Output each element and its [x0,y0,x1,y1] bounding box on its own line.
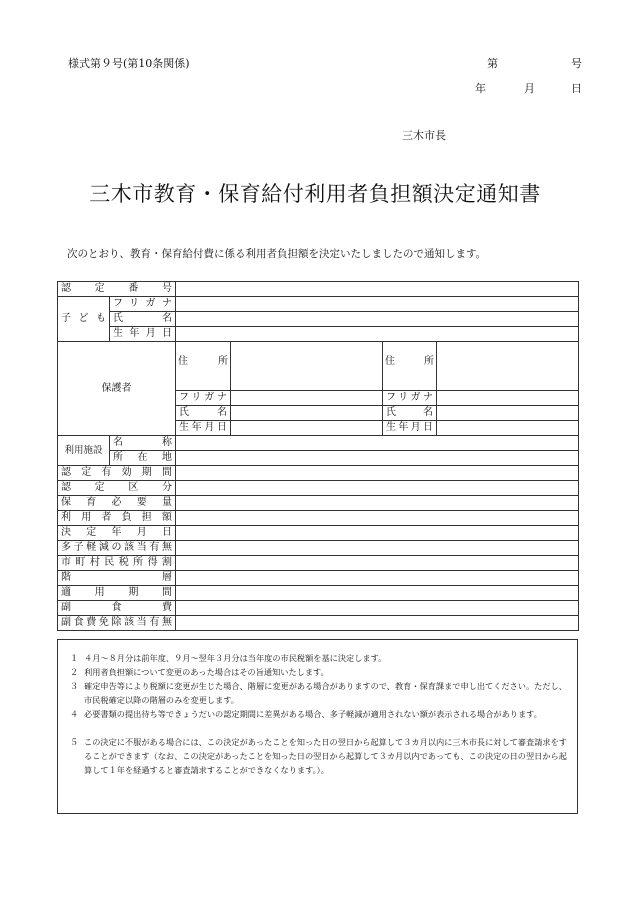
number-label-dai: 第 [487,57,498,70]
value-guardian1-address[interactable] [231,342,383,391]
label-guardian2-name: 氏名 [383,406,437,421]
value-hoiku-hitsuyouryou[interactable] [176,496,579,511]
value-nintei-bangou[interactable] [176,282,579,297]
value-shichouson-minzei[interactable] [176,556,579,571]
value-nintei-kubun[interactable] [176,481,579,496]
label-child-birthdate: 生年月日 [110,327,176,342]
label-fukushokuhi-menjo: 副食費免除該当有無 [58,616,176,631]
note-1-number: １ [70,653,79,663]
note-2 [70,665,575,679]
label-nintei-kubun: 認定区分 [58,481,176,496]
label-guardian1-birthdate: 生年月日 [176,421,231,436]
note-3-number: ３ [70,681,79,691]
note-5-text: この決定に不服がある場合には、この決定があったことを知った日の翌日から起算して３カ月以内に三木市長に対して審査請求をすることができます（なお、この決定があったことを知った日の翌日から起算して３カ月以内であっても、この決定の日の翌日から起算して１年を経過すると審査請求することができなくなります。）。 [84,737,567,775]
label-kodomo: 子ども [58,297,110,342]
label-guardian2-address: 住所 [383,342,437,391]
label-tekiyou-kikan: 適用期間 [58,586,176,601]
value-facility-location[interactable] [176,451,579,466]
value-child-furigana[interactable] [176,297,579,312]
value-nintei-yuukou-kikan[interactable] [176,466,579,481]
note-1-text: ４月～８月分は前年度、９月～翌年３月分は当年度の市民税額を基に決定します。 [84,653,387,663]
value-kettei-nengappi[interactable] [176,526,579,541]
label-guardian2-furigana: フリガナ [383,391,437,406]
value-child-name[interactable] [176,312,579,327]
label-kettei-nengappi: 決定年月日 [58,526,176,541]
label-shichouson-minzei: 市町村民税所得割 [58,556,176,571]
label-guardian1-name: 氏名 [176,406,231,421]
intro-text: 次のとおり、教育・保育給付費に係る利用者負担額を決定いたしましたので通知します。 [67,248,487,260]
value-guardian1-birthdate[interactable] [231,421,383,436]
label-hoiku-hitsuyouryou: 保育必要量 [58,496,176,511]
note-1 [70,651,575,665]
date-month-label: 月 [524,82,535,95]
label-facility-location: 所在地 [110,451,176,466]
value-guardian1-name[interactable] [231,406,383,421]
value-tekiyou-kikan[interactable] [176,586,579,601]
note-2-number: ２ [70,667,79,677]
value-guardian2-birthdate[interactable] [437,421,579,436]
date-year-label: 年 [475,82,486,95]
value-facility-name[interactable] [176,436,579,451]
label-child-furigana: フリガナ [110,297,176,312]
note-3 [70,679,575,707]
value-fukushokuhi-menjo[interactable] [176,616,579,631]
value-fukushokuhi[interactable] [176,601,579,616]
label-nintei-yuukou-kikan: 認定有効期間 [58,466,176,481]
label-riyousha-futangaku: 利用者負担額 [58,511,176,526]
note-4-text: 必要書類の提出待ち等できょうだいの認定期間に差異がある場合、多子軽減が適用されない額が表示される場合があります。 [84,709,542,719]
label-child-name: 氏名 [110,312,176,327]
value-tashi-keigen[interactable] [176,541,579,556]
value-guardian2-address[interactable] [437,342,579,391]
label-facility-name: 名称 [110,436,176,451]
label-kaisou: 階層 [58,571,176,586]
note-4 [70,707,575,721]
value-guardian2-furigana[interactable] [437,391,579,406]
value-kaisou[interactable] [176,571,579,586]
value-riyousha-futangaku[interactable] [176,511,579,526]
value-guardian2-name[interactable] [437,406,579,421]
number-label-gou: 号 [571,57,582,70]
form-number: 様式第９号(第10条関係) [68,57,190,70]
notes-box [57,639,578,814]
label-guardian1-address: 住所 [176,342,231,391]
issuer-name: 三木市長 [402,129,446,142]
label-riyou-shisetsu: 利用施設 [58,436,110,466]
date-day-label: 日 [571,82,582,95]
document-title: 三木市教育・保育給付利用者負担額決定通知書 [89,182,541,206]
value-guardian1-furigana[interactable] [231,391,383,406]
note-5-number: ５ [70,737,79,747]
note-3-text: 確定申告等により税額に変更が生じた場合、階層に変更がある場合がありますので、教育・保育課まで申し出てください。ただし、市民税確定以降の階層のみを変更します。 [84,681,567,705]
value-child-birthdate[interactable] [176,327,579,342]
label-hogosha: 保護者 [58,342,176,436]
note-4-number: ４ [70,709,79,719]
notice-form-table [57,281,579,631]
label-guardian1-furigana: フリガナ [176,391,231,406]
label-tashi-keigen: 多子軽減の該当有無 [58,541,176,556]
note-2-text: 利用者負担額について変更のあった場合はその旨通知いたします。 [84,667,329,677]
label-guardian2-birthdate: 生年月日 [383,421,437,436]
label-nintei-bangou: 認定番号 [58,282,176,297]
note-5 [70,735,575,777]
label-fukushokuhi: 副食費 [58,601,176,616]
